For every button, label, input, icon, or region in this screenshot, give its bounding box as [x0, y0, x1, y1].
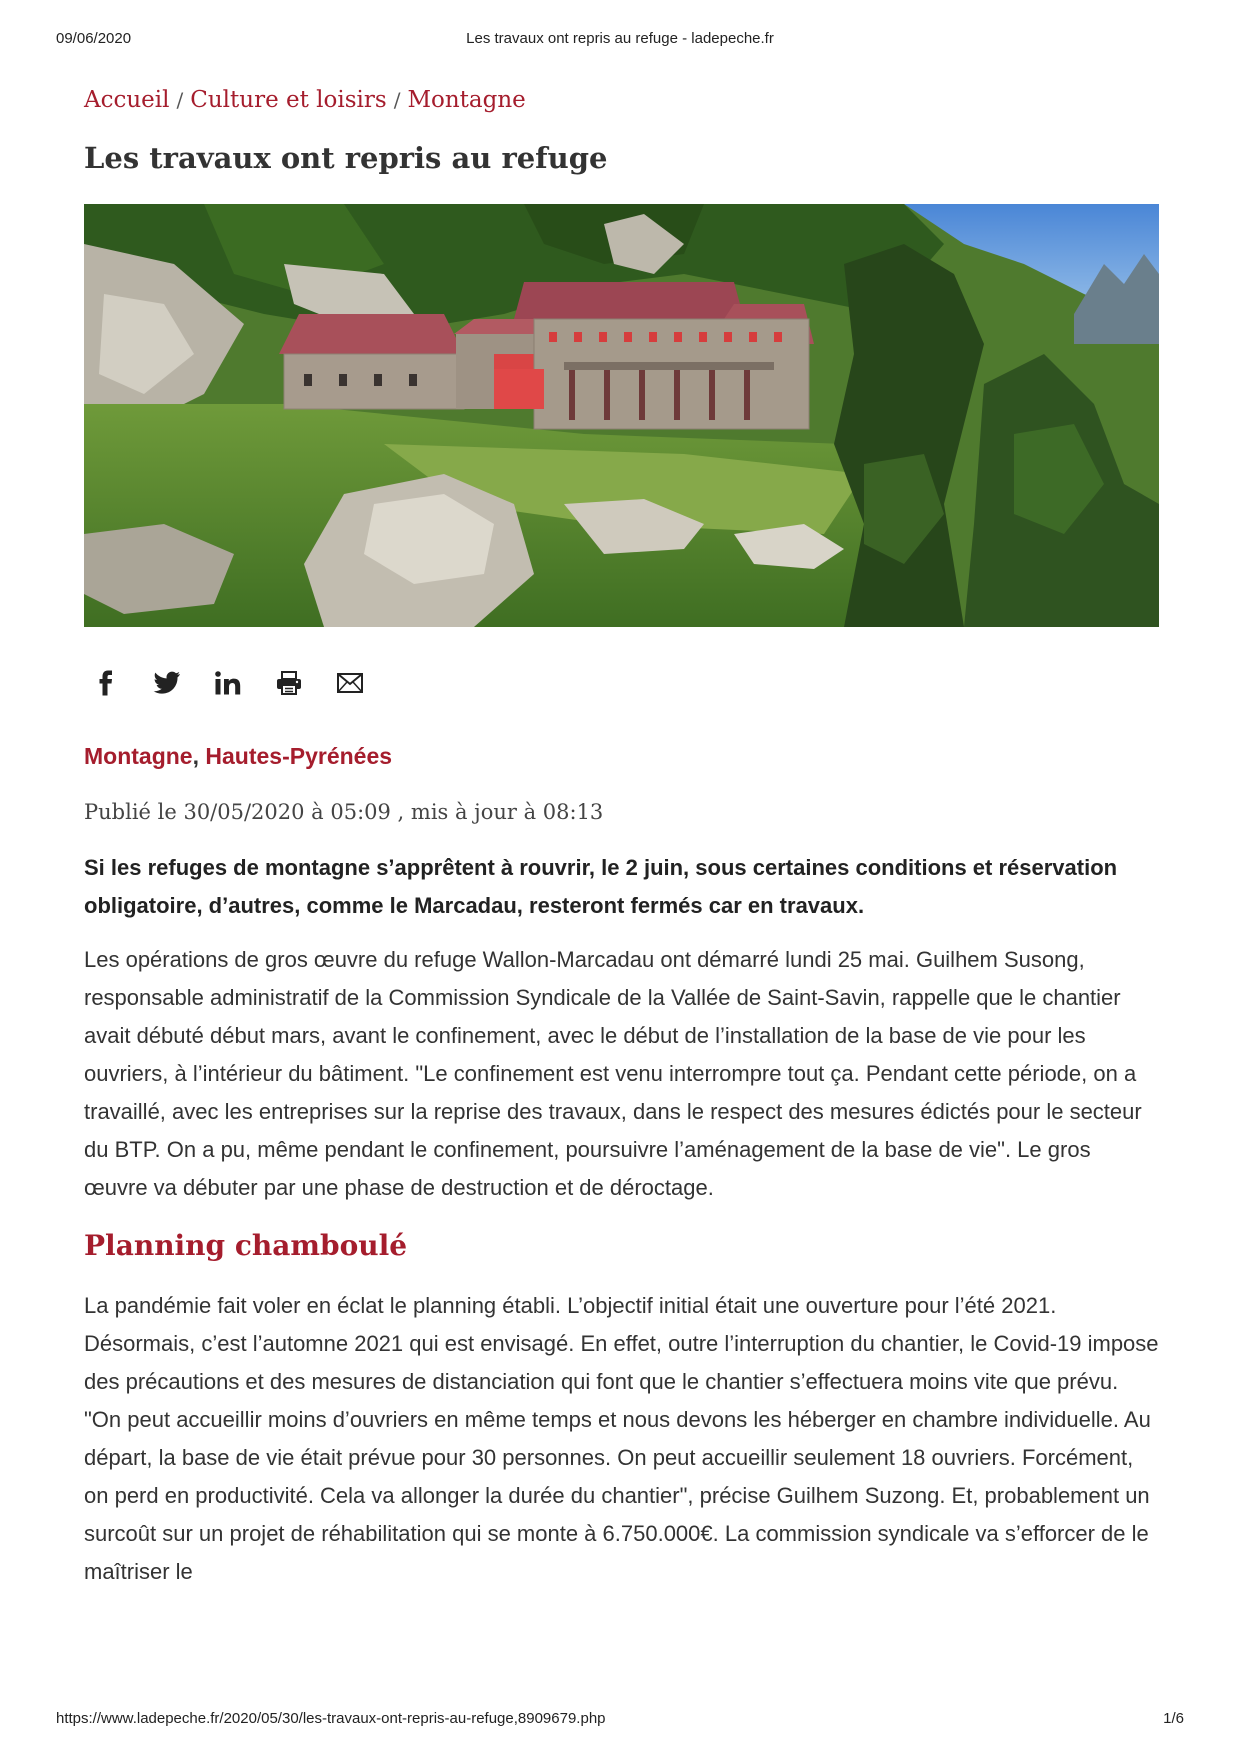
- breadcrumb-montagne[interactable]: Montagne: [407, 87, 526, 113]
- tag-montagne[interactable]: Montagne: [84, 743, 193, 769]
- tag-hautes-pyrenees[interactable]: Hautes-Pyrénées: [205, 743, 393, 769]
- article-lead: Si les refuges de montagne s’apprêtent à rouvrir, le 2 juin, sous certaines conditions et réservation obligatoire, d’autres, comme le Marcadau, resteront fermés car en travaux.: [84, 855, 1118, 918]
- refuge-photo: [84, 204, 1159, 627]
- article-tags: [84, 739, 1159, 773]
- mail-icon[interactable]: [328, 661, 372, 705]
- share-bar: [84, 661, 1159, 705]
- twitter-icon[interactable]: [145, 661, 189, 705]
- page-title: Les travaux ont repris au refuge: [84, 141, 608, 175]
- tag-separator: ,: [192, 743, 199, 769]
- print-icon[interactable]: [267, 661, 311, 705]
- breadcrumb-separator: /: [176, 88, 184, 112]
- article-paragraph: La pandémie fait voler en éclat le planning établi. L’objectif initial était une ouverture pour l’été 2021. Désormais, c’est l’automne 2021 qui est envisagé. En effet, outre l’interruption du chantier, le Covid-19 impose des précautions et des mesures de distanciation qui font que le chantier s’effectuera moins vite que prévu. "On peut accueillir moins d’ouvriers en même temps et nous devons les héberger en chambre individuelle. Au départ, la base de vie était prévue pour 30 personnes. On peut accueillir seulement 18 ouvriers. Forcément, on perd en productivité. Cela va allonger la durée du chantier", précise Guilhem Suzong. Et, probablement un surcoût sur un projet de réhabilitation qui se monte à 6.750.000€. La commission syndicale va s’efforcer de le maîtriser le: [84, 1293, 1159, 1584]
- article-subheading: Planning chamboulé: [84, 1229, 408, 1262]
- publish-date: Publié le 30/05/2020 à 05:09 , mis à jour à 08:13: [84, 800, 604, 824]
- breadcrumb: [84, 82, 1159, 118]
- breadcrumb-home[interactable]: Accueil: [84, 87, 170, 113]
- print-header: [56, 30, 1184, 52]
- breadcrumb-culture[interactable]: Culture et loisirs: [190, 87, 387, 113]
- linkedin-icon[interactable]: [206, 661, 250, 705]
- print-url: https://www.ladepeche.fr/2020/05/30/les-travaux-ont-repris-au-refuge,8909679.php: [56, 1710, 606, 1727]
- print-title: Les travaux ont repris au refuge - ladepeche.fr: [466, 30, 774, 47]
- hero-image: [84, 204, 1159, 627]
- print-date: 09/06/2020: [56, 30, 132, 47]
- article-paragraph: Les opérations de gros œuvre du refuge Wallon-Marcadau ont démarré lundi 25 mai. Guilhem Susong, responsable administratif de la Commission Syndicale de la Vallée de Saint-Savin, rappelle que le chantier avait débuté début mars, avant le confinement, avec le début de l’installation de la base de vie pour les ouvriers, à l’intérieur du bâtiment. "Le confinement est venu interrompre tout ça. Pendant cette période, on a travaillé, avec les entreprises sur la reprise des travaux, dans le respect des mesures édictés pour le secteur du BTP. On a pu, même pendant le confinement, poursuivre l’aménagement de la base de vie". Le gros œuvre va débuter par une phase de destruction et de déroctage.: [84, 947, 1142, 1200]
- facebook-icon[interactable]: [84, 661, 128, 705]
- print-footer: [56, 1710, 1184, 1732]
- article-content: [84, 82, 1159, 1591]
- page-number: 1/6: [1163, 1710, 1184, 1727]
- breadcrumb-separator: /: [393, 88, 401, 112]
